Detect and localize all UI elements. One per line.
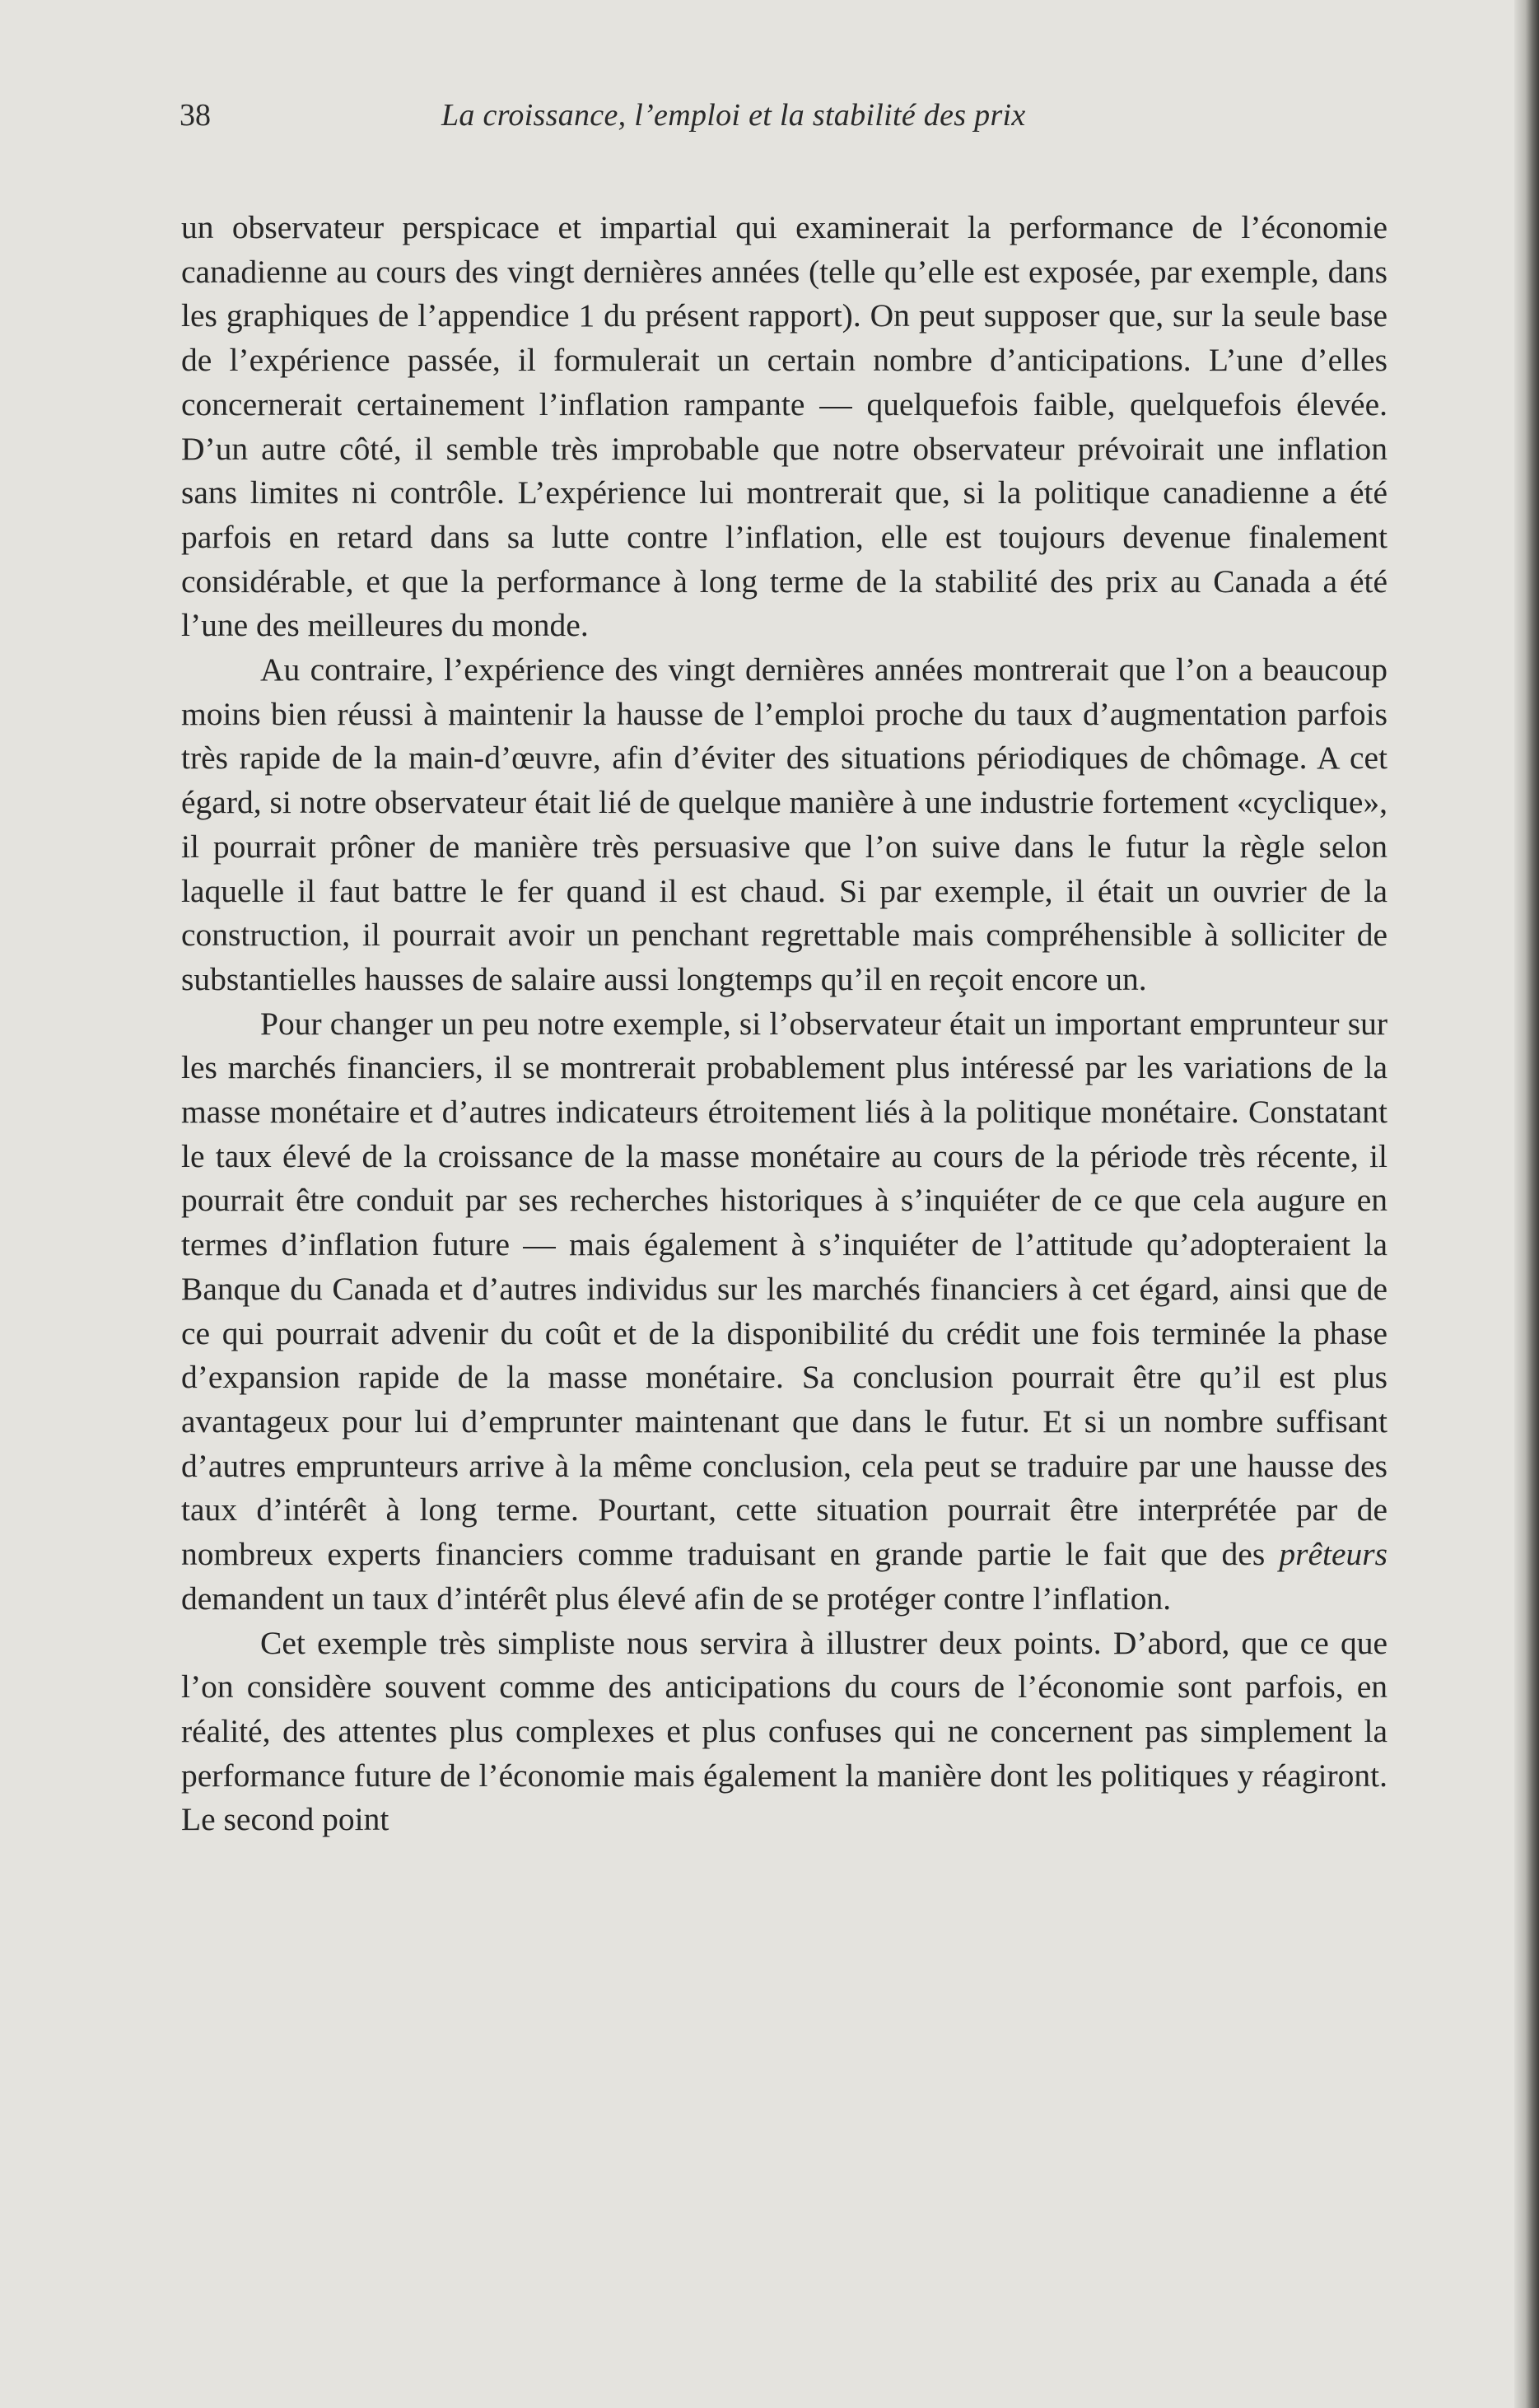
paragraph-1: un observateur perspicace et impartial qui examinerait la performance de l’économie canadienne au cours des vingt dernières années (telle qu’elle est exposée, par exemple, dans les graphiques de l’appendice 1 du présent rapport). On peut supposer que, sur la seule base de l’expérience passée, il formulerait un certain nombre d’anticipations. L’une d’elles concernerait certainement l’inflation rampante — quelquefois faible, quelquefois élevée. D’un autre côté, il semble très improbable que notre observateur prévoirait une inflation sans limites ni contrôle. L’expérience lui montrerait que, si la politique canadienne a été parfois en retard dans sa lutte contre l’inflation, elle est toujours devenue finalement considérable, et que la performance à long terme de la stabilité des prix au Canada a été l’une des meilleures du monde. xyxy=(181,209,1387,644)
running-title: La croissance, l’emploi et la stabilité des prix xyxy=(441,98,1026,133)
page-number: 38 xyxy=(180,98,211,133)
paragraph-2: Au contraire, l’expérience des vingt dernières années montrerait que l’on a beaucoup moins bien réussi à maintenir la hausse de l’emploi proche du taux d’augmentation parfois très rapide de la main-d’œuvre, afin d’éviter des situations périodiques de chômage. A cet égard, si notre observateur était lié de quelque manière à une industrie fortement «cyclique», il pourrait prôner de manière très persuasive que l’on suive dans le futur la règle selon laquelle il faut battre le fer quand il est chaud. Si par exemple, il était un ouvrier de la construction, il pourrait avoir un penchant regrettable mais compréhensible à solliciter de substantielles hausses de salaire aussi longtemps qu’il en reçoit encore un. xyxy=(181,651,1387,997)
page-header xyxy=(180,97,1390,147)
body-text xyxy=(181,206,1387,1842)
paragraph-3 xyxy=(181,1002,1387,1622)
paragraph-3-text-after: demandent un taux d’intérêt plus élevé afin de se protéger contre l’inflation. xyxy=(181,1580,1172,1617)
emphasized-word: prêteurs xyxy=(1279,1536,1387,1573)
page-edge-shadow xyxy=(1514,0,1539,2408)
paragraph-3-text-before: Pour changer un peu notre exemple, si l’observateur était un important emprunteur sur les marchés financiers, il se montrerait probablement plus intéressé par les variations de la masse monétaire et d’autres indicateurs étroitement liés à la politique monétaire. Constatant le taux élevé de la croissance de la masse monétaire au cours de la période très récente, il pourrait être conduit par ses recherches historiques à s’inquiéter de ce que cela augure en termes d’inflation future — mais également à s’inquiéter de l’attitude qu’adopteraient la Banque du Canada et d’autres individus sur les marchés financiers à cet égard, ainsi que de ce qui pourrait advenir du coût et de la disponibilité du crédit une fois terminée la phase d’expansion rapide de la masse monétaire. Sa conclusion pourrait être qu’il est plus avantageux pour lui d’emprunter maintenant que dans le futur. Et si un nombre suffisant d’autres emprunteurs arrive à la même conclusion, cela peut se traduire par une hausse des taux d’intérêt à long terme. Pourtant, cette situation pourrait être interprétée par de nombreux experts financiers comme traduisant en grande partie le fait que des xyxy=(181,1005,1387,1573)
paragraph-4: Cet exemple très simpliste nous servira à illustrer deux points. D’abord, que ce que l’on considère souvent comme des anticipations du cours de l’économie sont parfois, en réalité, des attentes plus complexes et plus confuses qui ne concernent pas simplement la performance future de l’économie mais également la manière dont les politiques y réagiront. Le second point xyxy=(181,1624,1387,1838)
